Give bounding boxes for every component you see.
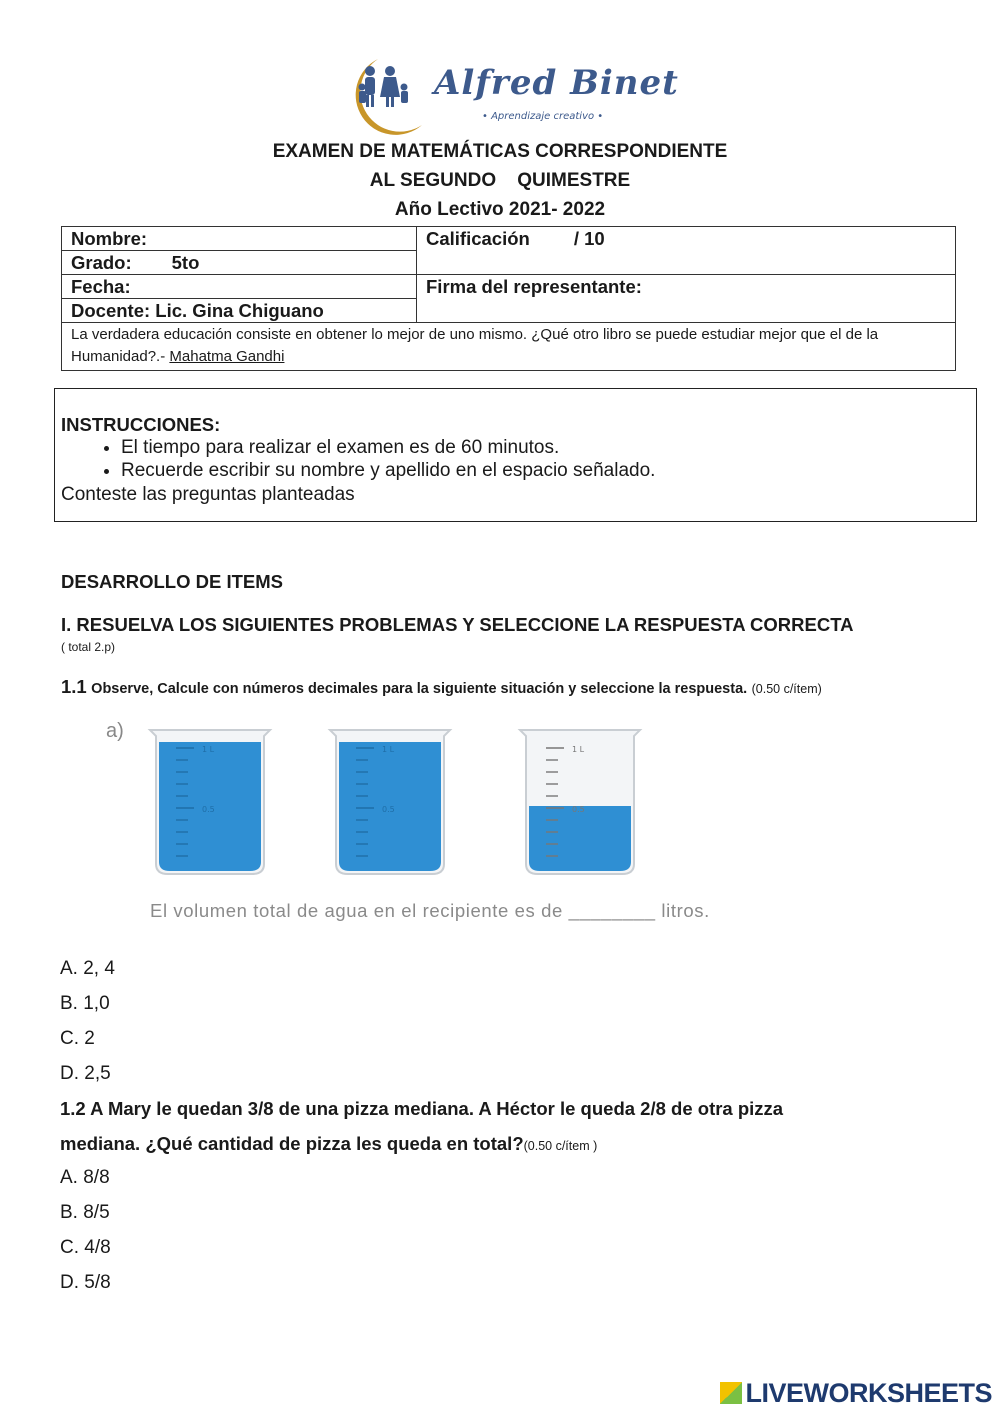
instructions-list bbox=[93, 436, 655, 482]
school-logo bbox=[330, 55, 679, 137]
grado-cell[interactable]: Grado: 5to bbox=[62, 251, 417, 275]
figure-label: a) bbox=[106, 720, 124, 742]
option-q1-2-a[interactable]: A. 8/8 bbox=[60, 1167, 110, 1188]
beaker-water bbox=[529, 806, 631, 871]
option-q1-2-c[interactable]: C. 4/8 bbox=[60, 1237, 111, 1258]
beaker-top-mark: 1 L bbox=[202, 745, 215, 754]
beaker-mid-mark: 0.5 bbox=[572, 805, 585, 814]
question-1-1: 1.1 Observe, Calcule con números decimales para la siguiente situación y seleccione la respuesta. (0.50 c/ítem) bbox=[61, 676, 822, 697]
beaker bbox=[150, 730, 270, 874]
calificacion-cell[interactable]: Calificación / 10 bbox=[417, 227, 956, 275]
beaker-top-mark: 1 L bbox=[572, 745, 585, 754]
quote-author: Mahatma Gandhi bbox=[169, 348, 285, 365]
beaker-top-mark: 1 L bbox=[382, 745, 395, 754]
instruction-item: • Recuerde escribir su nombre y apellido en el espacio señalado. bbox=[121, 459, 655, 482]
part1-total: ( total 2.p) bbox=[61, 640, 116, 654]
beaker-mid-mark: 0.5 bbox=[202, 805, 215, 814]
beakers-figure bbox=[140, 722, 680, 892]
logo-name: Alfred Binet bbox=[434, 63, 679, 103]
option-q1-1-b[interactable]: B. 1,0 bbox=[60, 993, 110, 1014]
option-q1-1-a[interactable]: A. 2, 4 bbox=[60, 958, 115, 979]
liveworksheets-logo: LIVEWORKSHEETS bbox=[720, 1378, 992, 1409]
figure-caption: El volumen total de agua en el recipiente es de ________ litros. bbox=[150, 900, 710, 921]
beaker bbox=[330, 730, 450, 874]
docente-cell: Docente: Lic. Gina Chiguano bbox=[62, 299, 417, 323]
option-q1-2-d[interactable]: D. 5/8 bbox=[60, 1272, 111, 1293]
nombre-cell[interactable]: Nombre: bbox=[62, 227, 417, 251]
option-q1-1-d[interactable]: D. 2,5 bbox=[60, 1063, 111, 1084]
option-q1-2-b[interactable]: B. 8/5 bbox=[60, 1202, 110, 1223]
student-info-table bbox=[61, 226, 956, 371]
instructions-footer: Conteste las preguntas planteadas bbox=[61, 484, 355, 505]
instructions-title: INSTRUCCIONES: bbox=[61, 414, 221, 435]
fecha-cell[interactable]: Fecha: bbox=[62, 275, 417, 299]
question-1-2-line2: mediana. ¿Qué cantidad de pizza les queda en total?(0.50 c/ítem ) bbox=[60, 1133, 598, 1154]
moon-family-icon bbox=[330, 55, 440, 137]
option-q1-1-c[interactable]: C. 2 bbox=[60, 1028, 95, 1049]
beaker-mid-mark: 0.5 bbox=[382, 805, 395, 814]
part1-title: I. RESUELVA LOS SIGUIENTES PROBLEMAS Y SELECCIONE LA RESPUESTA CORRECTA bbox=[61, 614, 854, 635]
logo-tagline: • Aprendizaje creativo • bbox=[482, 111, 604, 122]
firma-cell[interactable]: Firma del representante: bbox=[417, 275, 956, 323]
exam-title-line2: AL SEGUNDO QUIMESTRE bbox=[369, 170, 631, 191]
question-1-2-line1: 1.2 A Mary le quedan 3/8 de una pizza mediana. A Héctor le queda 2/8 de otra pizza bbox=[60, 1098, 784, 1119]
section-heading: DESARROLLO DE ITEMS bbox=[61, 571, 284, 592]
exam-title-line1: EXAMEN DE MATEMÁTICAS CORRESPONDIENTE bbox=[272, 141, 728, 162]
quote-cell: La verdadera educación consiste en obtener lo mejor de uno mismo. ¿Qué otro libro se puede estudiar mejor que el de la Humanidad?.- Mahatma Gandhi bbox=[62, 323, 956, 371]
instruction-item: • El tiempo para realizar el examen es de 60 minutos. bbox=[121, 436, 655, 459]
beaker bbox=[520, 730, 640, 874]
instructions-box bbox=[54, 388, 977, 522]
exam-title-line3: Año Lectivo 2021- 2022 bbox=[394, 199, 606, 220]
liveworksheets-icon bbox=[720, 1382, 742, 1404]
